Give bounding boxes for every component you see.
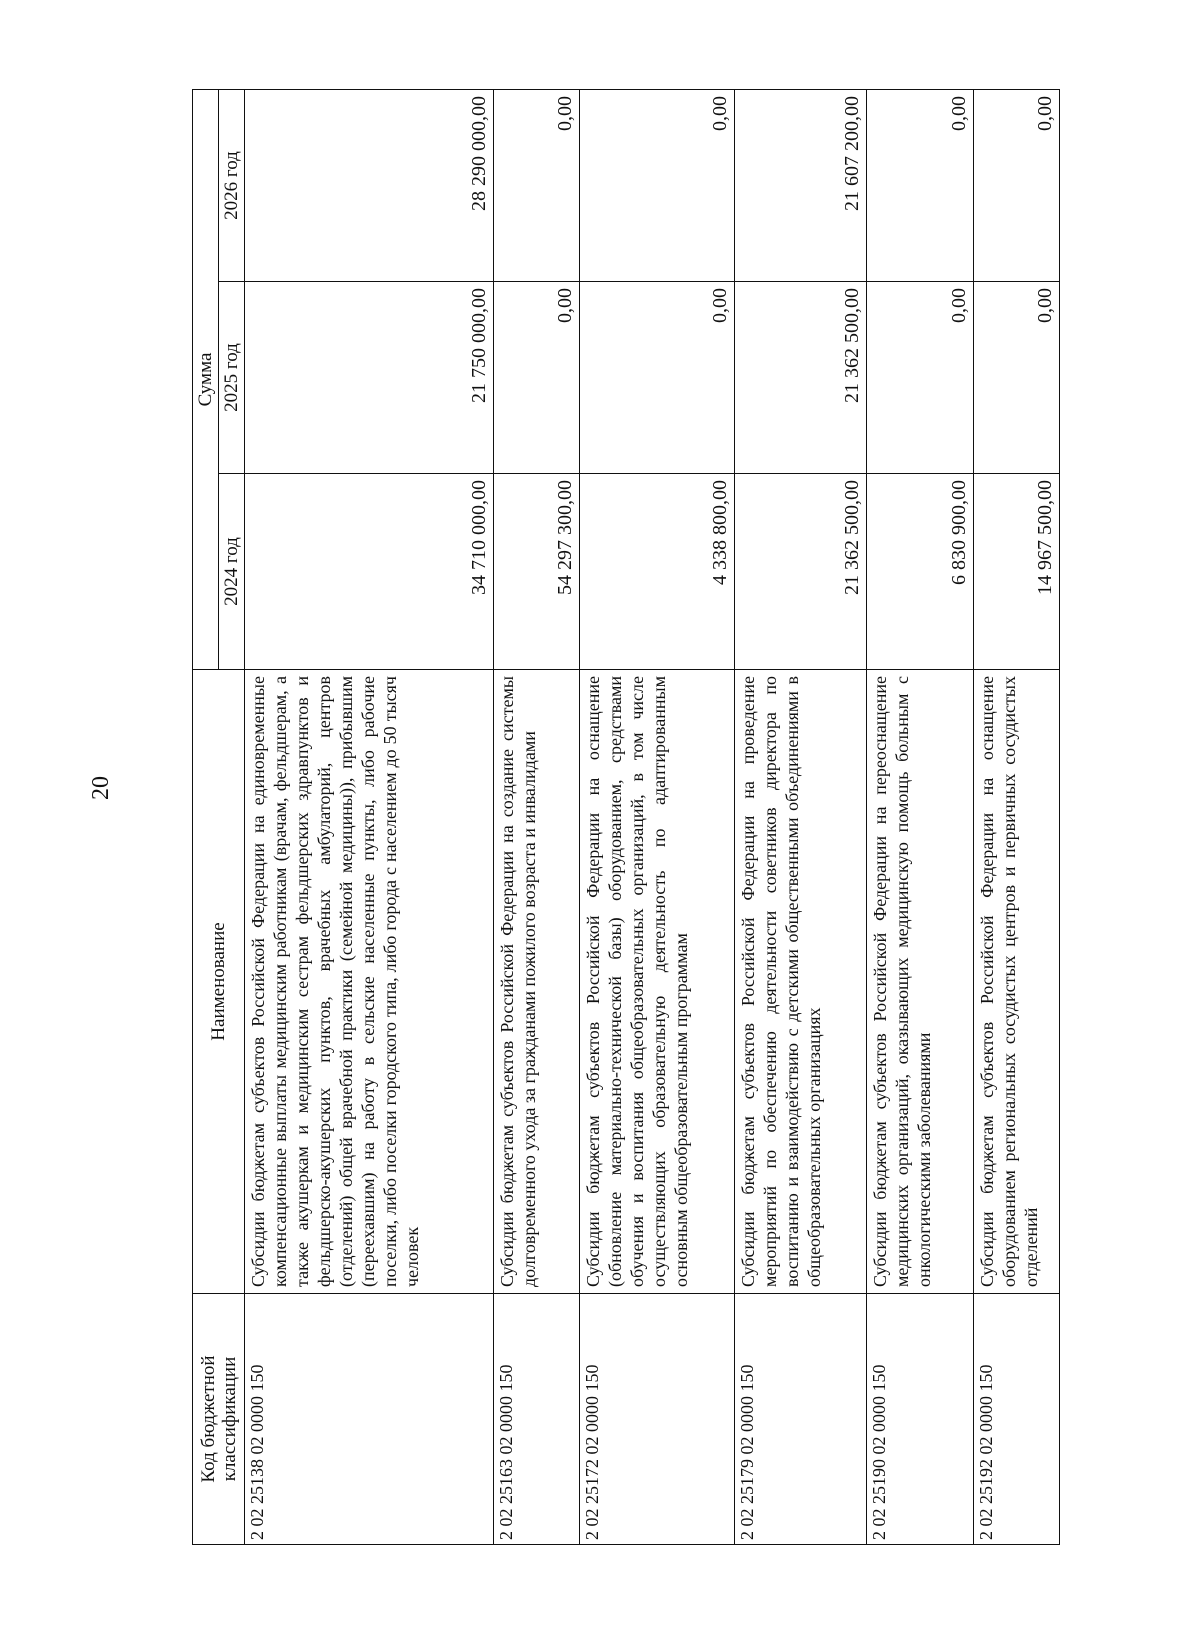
row-name: Субсидии бюджетам субъектов Российской Федерации на оснащение оборудованием региональных сосудистых центров и первичных сосудистых отделений xyxy=(973,670,1059,1294)
row-value-2025: 0,00 xyxy=(866,282,973,474)
header-year-2024: 2024 год xyxy=(219,474,245,670)
row-value-2024: 4 338 800,00 xyxy=(580,474,734,670)
page-number: 20 xyxy=(88,776,114,800)
row-value-2026: 0,00 xyxy=(866,89,973,281)
row-value-2026: 0,00 xyxy=(494,89,580,281)
row-value-2024: 54 297 300,00 xyxy=(494,474,580,670)
row-value-2026: 21 607 200,00 xyxy=(734,89,866,281)
rotated-table-container xyxy=(192,90,1060,1545)
header-year-2025: 2025 год xyxy=(219,282,245,474)
row-value-2024: 6 830 900,00 xyxy=(866,474,973,670)
row-name: Субсидии бюджетам субъектов Российской Федерации на оснащение (обновление материально-технической базы) оборудованием, средствами обучения и воспитания общеобразовательных организаций, в том числе осуществляющих образовательную деятельность по адаптированным основным общеобразовательным программам xyxy=(580,670,734,1294)
row-name: Субсидии бюджетам субъектов Российской Федерации на переоснащение медицинских организаций, оказывающих медицинскую помощь больным с онкологическими заболеваниями xyxy=(866,670,973,1294)
table-row xyxy=(494,89,580,1544)
row-value-2025: 0,00 xyxy=(494,282,580,474)
row-code: 2 02 25190 02 0000 150 xyxy=(866,1294,973,1545)
row-value-2024: 21 362 500,00 xyxy=(734,474,866,670)
row-code: 2 02 25138 02 0000 150 xyxy=(245,1294,494,1545)
header-name: Наименование xyxy=(193,670,245,1294)
row-value-2024: 34 710 000,00 xyxy=(245,474,494,670)
row-value-2024: 14 967 500,00 xyxy=(973,474,1059,670)
table-row xyxy=(734,89,866,1544)
row-code: 2 02 25163 02 0000 150 xyxy=(494,1294,580,1545)
row-value-2026: 0,00 xyxy=(580,89,734,281)
table-row xyxy=(245,89,494,1544)
table-row xyxy=(973,89,1059,1544)
row-value-2025: 21 362 500,00 xyxy=(734,282,866,474)
row-value-2025: 21 750 000,00 xyxy=(245,282,494,474)
header-sum: Сумма xyxy=(193,89,219,669)
table-row xyxy=(580,89,734,1544)
row-code: 2 02 25179 02 0000 150 xyxy=(734,1294,866,1545)
budget-table xyxy=(192,89,1060,1545)
row-value-2026: 0,00 xyxy=(973,89,1059,281)
header-year-2026: 2026 год xyxy=(219,89,245,281)
row-value-2025: 0,00 xyxy=(580,282,734,474)
header-code: Код бюджетной классификации xyxy=(193,1294,245,1545)
row-code: 2 02 25172 02 0000 150 xyxy=(580,1294,734,1545)
row-name: Субсидии бюджетам субъектов Российской Федерации на проведение мероприятий по обеспечению деятельности советников директора по воспитанию и взаимодействию с детскими общественными объединениями в общеобразовательных организациях xyxy=(734,670,866,1294)
row-value-2025: 0,00 xyxy=(973,282,1059,474)
table-row xyxy=(866,89,973,1544)
row-name: Субсидии бюджетам субъектов Российской Федерации на единовременные компенсационные выплаты медицинским работникам (врачам, фельдшерам, а также акушеркам и медицинским сестрам фельдшерских здравпунктов и фельдшерско-акушерских пунктов, врачебных амбулаторий, центров (отделений) общей врачебной практики (семейной медицины)), прибывшим (переехавшим) на работу в сельские населенные пункты, либо рабочие поселки, либо поселки городского типа, либо города с населением до 50 тысяч человек xyxy=(245,670,494,1294)
row-name: Субсидии бюджетам субъектов Российской Федерации на создание системы долговременного ухода за гражданами пожилого возраста и инвалидами xyxy=(494,670,580,1294)
row-value-2026: 28 290 000,00 xyxy=(245,89,494,281)
row-code: 2 02 25192 02 0000 150 xyxy=(973,1294,1059,1545)
